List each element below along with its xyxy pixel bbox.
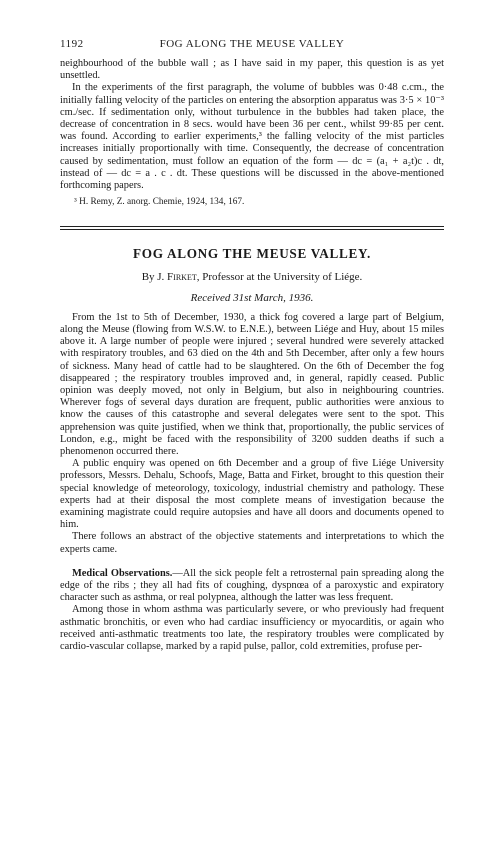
article-title: FOG ALONG THE MEUSE VALLEY. bbox=[133, 245, 371, 261]
continuation-paragraph: In the experiments of the first paragraph, the volume of bubbles was 0·48 c.cm., the initially falling velocity of the particles on entering the absorption apparatus was 3·5 × 10⁻³ cm./sec. If sedimentation only, without turbulence in the bubbles had taken place, the decrease of concentration in 8 secs. would have been 36 per cent., whilst 99·85 per cent. was found. According to earlier experiments,³ the falling velocity of the mist particles increases initially proportionally with time. Consequently, the decrease of concentration caused by sedimentation, must follow an equation of the form — dc = (a₁ + a₂t)c . dt, instead of — dc = a . c . dt. These questions will be discussed in the above-mentioned forthcoming papers. bbox=[60, 82, 444, 192]
section-text: —All the sick people felt a retrosternal pain spreading along the edge of the ribs ; they all had fits of coughing, dyspnœa of a paroxystic and expiratory character such as asthma, or real polypnea, although the latter was less frequent. bbox=[60, 567, 445, 604]
section-divider bbox=[60, 226, 444, 230]
section-heading: Medical Observations. bbox=[72, 567, 173, 579]
byline-by: By bbox=[141, 270, 155, 283]
body-paragraph: There follows an abstract of the objective statements and interpretations to which the experts came. bbox=[60, 531, 444, 555]
author-affiliation: Professor at the University of Liége. bbox=[202, 270, 363, 283]
continuation-paragraph: neighbourhood of the bubble wall ; as I have said in my paper, this question is as yet unsettled. bbox=[60, 58, 444, 82]
body-paragraph: From the 1st to 5th of December, 1930, a thick fog covered a large part of Belgium, along the Meuse (flowing from W.S.W. to E.N.E.), between Liége and Huy, about 15 miles above it. A large number of people were injured ; several hundred were severely attacked with respiratory troubles, and 63 died on the 4th and 5th December, after only a few hours of sickness. Many head of cattle had to be slaughtered. On the 6th of December the fog disappeared ; the respiratory troubles improved and, in general, rapidly ceased. Public opinion was deeply moved, not only in Belgium, but also in neighbouring countries. Wherever fogs of several days duration are frequent, public authorities were anxious to know the causes of this catastrophe and several delegates were sent to the spot. This apprehension was quite justified, when we think that, proportionally, the public services of London, e.g., might be faced with the responsibility of 3200 sudden deaths if such a phenomenon occurred there. bbox=[60, 311, 444, 457]
byline bbox=[60, 271, 444, 283]
footnote: ³ H. Remy, Z. anorg. Chemie, 1924, 134, 167. bbox=[74, 197, 245, 208]
page-number: 1192 bbox=[60, 38, 84, 50]
article-body bbox=[60, 312, 444, 653]
medical-observations-paragraph bbox=[60, 568, 444, 605]
running-title: FOG ALONG THE MEUSE VALLEY bbox=[159, 38, 345, 50]
body-paragraph: A public enquiry was opened on 6th December and a group of five Liége University professors, Messrs. Dehalu, Schoofs, Mage, Batta and Firket, brought to this question their special knowledge of meteorology, toxicology, industrial chemistry and pathology. These experts had at their disposal the most complete means of investigation because the examining magistrate could require autopsies and have all doors and documents opened to him. bbox=[60, 458, 444, 531]
received-date: Received 31st March, 1936. bbox=[190, 291, 314, 304]
body-paragraph: Among those in whom asthma was particularly severe, or who previously had frequent asthmatic bronchitis, or even who had cardiac insufficiency or myocarditis, or again who received anti-asthmatic treatments too late, the respiratory troubles were complicated by cardio-vascular collapse, marked by a rapid pulse, pallor, cold extremities, profuse per- bbox=[60, 604, 444, 653]
running-head bbox=[60, 38, 444, 58]
journal-page bbox=[60, 38, 444, 653]
author-name: J. Firket, bbox=[157, 270, 200, 283]
